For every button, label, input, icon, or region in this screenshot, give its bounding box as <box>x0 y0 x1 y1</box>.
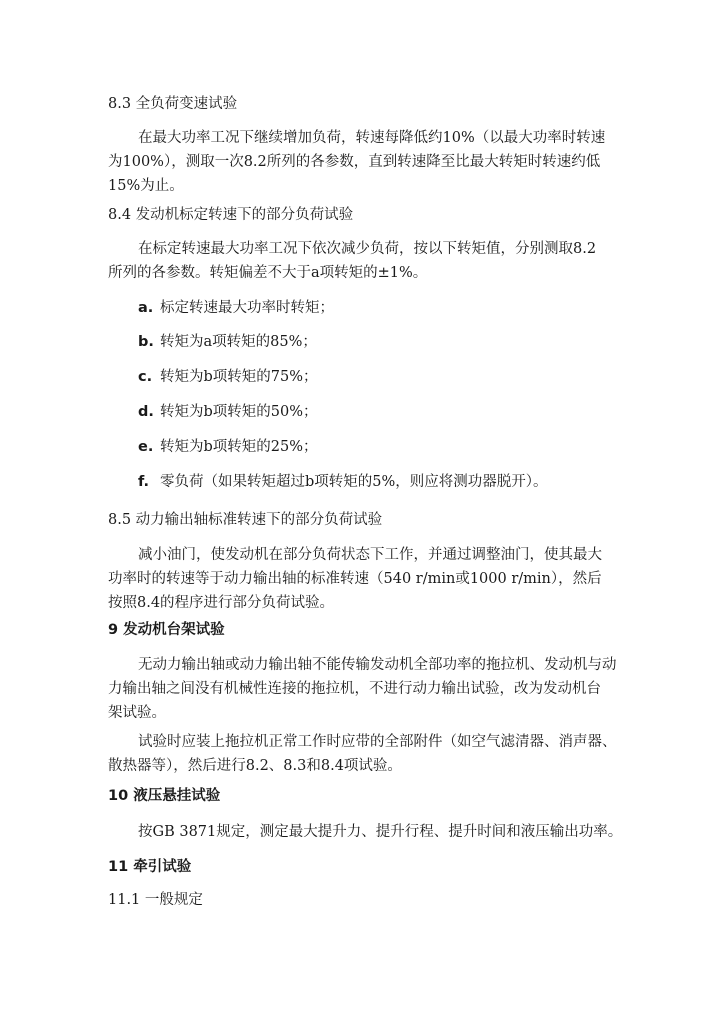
section-11-heading: 11 牵引试验 <box>108 859 192 875</box>
section-10-heading: 10 液压悬挂试验 <box>108 788 221 804</box>
text-line: 在最大功率工况下继续增加负荷，转速每降低约10%（以最大功率时转速 <box>138 130 606 146</box>
text-line: 在标定转速最大功率工况下依次减少负荷，按以下转矩值，分别测取8.2 <box>138 241 597 257</box>
list-item-text: 零负荷（如果转矩超过b项转矩的5%，则应将测功器脱开）。 <box>160 474 548 490</box>
list-item <box>138 437 318 457</box>
list-item <box>138 332 317 352</box>
list-item-text: 转矩为b项转矩的75%； <box>160 369 318 385</box>
text-line: 减小油门，使发动机在部分负荷状态下工作，并通过调整油门，使其最大 <box>138 547 602 563</box>
text-line: 散热器等），然后进行8.2、8.3和8.4项试验。 <box>108 758 402 774</box>
section-8-3-paragraph <box>108 126 628 198</box>
list-item <box>138 367 318 387</box>
section-11-1-heading: 11.1 一般规定 <box>108 892 203 908</box>
list-marker: a. <box>138 300 154 316</box>
list-marker: f. <box>138 474 150 490</box>
list-item <box>138 402 318 422</box>
section-10-paragraph <box>108 820 628 844</box>
text-line: 所列的各参数。转矩偏差不大于a项转矩的±1%。 <box>108 265 428 281</box>
section-8-3-heading: 8.3 全负荷变速试验 <box>108 96 238 112</box>
section-9-heading: 9 发动机台架试验 <box>108 622 225 638</box>
text-line: 为100%），测取一次8.2所列的各参数，直到转速降至比最大转矩时转速约低 <box>108 154 601 170</box>
list-item-text: 转矩为b项转矩的25%； <box>160 439 318 455</box>
section-8-4-paragraph <box>108 237 628 285</box>
section-8-4-heading: 8.4 发动机标定转速下的部分负荷试验 <box>108 207 354 223</box>
list-marker: d. <box>138 404 154 420</box>
list-marker: b. <box>138 334 154 350</box>
list-item <box>138 298 334 318</box>
list-item <box>138 472 548 492</box>
text-line: 力输出轴之间没有机械性连接的拖拉机，不进行动力输出试验，改为发动机台 <box>108 681 601 697</box>
list-marker: c. <box>138 369 153 385</box>
list-marker: e. <box>138 439 154 455</box>
text-line: 15%为止。 <box>108 178 184 194</box>
text-line: 架试验。 <box>108 705 166 721</box>
section-9-paragraph-2 <box>108 730 628 778</box>
text-line: 无动力输出轴或动力输出轴不能传输发动机全部功率的拖拉机、发动机与动 <box>138 657 617 673</box>
text-line: 试验时应装上拖拉机正常工作时应带的全部附件（如空气滤清器、消声器、 <box>138 734 617 750</box>
list-item-text: 转矩为a项转矩的85%； <box>160 334 317 350</box>
section-9-paragraph-1 <box>108 653 628 725</box>
list-item-text: 转矩为b项转矩的50%； <box>160 404 318 420</box>
text-line: 按照8.4的程序进行部分负荷试验。 <box>108 595 335 611</box>
list-item-text: 标定转速最大功率时转矩； <box>160 300 334 316</box>
section-8-5-paragraph <box>108 543 628 615</box>
section-8-5-heading: 8.5 动力输出轴标准转速下的部分负荷试验 <box>108 512 383 528</box>
text-line: 功率时的转速等于动力输出轴的标准转速（540 r/min或1000 r/min），然后 <box>108 571 602 587</box>
text-line: 按GB 3871规定，测定最大提升力、提升行程、提升时间和液压输出功率。 <box>138 824 623 840</box>
